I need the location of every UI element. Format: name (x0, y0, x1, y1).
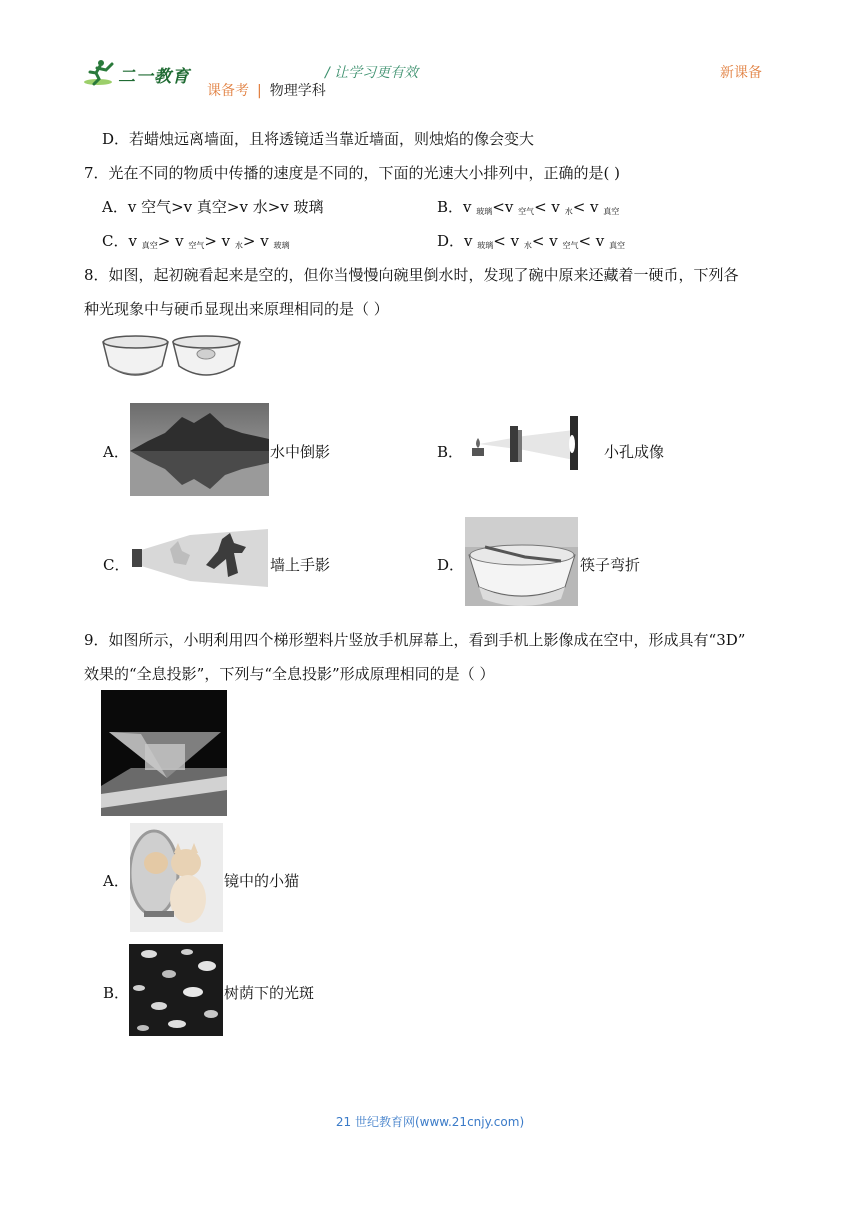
q7-option-c: C．v $_{真空}$> v $_{空气}$> v $_水$> v $_{玻璃}$ (102, 232, 290, 250)
q9-option-b-text: 树荫下的光斑 (224, 984, 315, 1002)
q8-option-b-letter: B． (437, 443, 464, 461)
q8-option-d-text: 筷子弯折 (580, 556, 641, 574)
q9-option-b-letter: B． (103, 984, 130, 1002)
bent-chopsticks-image (465, 517, 578, 606)
q8-option-d-letter: D． (437, 556, 465, 574)
q8-option-a-letter: A． (103, 443, 129, 461)
q8-stem-line2: 种光现象中与硬币显现出来原理相同的是（ ） (84, 300, 389, 318)
hologram-pyramid-image (101, 690, 227, 816)
bowls-figure (100, 332, 244, 386)
runner-icon (84, 58, 118, 88)
q8-option-c-letter: C． (103, 556, 130, 574)
q9-option-a-letter: A． (103, 872, 129, 890)
q7-option-d: D．v $_{玻璃}$< v $_水$< v $_{空气}$< v $_{真空}$ (437, 232, 626, 250)
footer-site: 21 世纪教育网(www.21cnjy.com) (335, 1115, 525, 1129)
q7-option-a: A．v 空气>v 真空>v 水>v 玻璃 (102, 198, 324, 216)
q6-option-d: D．若蜡烛远离墙面，且将透镜适当靠近墙面，则烛焰的像会变大 (102, 130, 535, 148)
hand-shadow-image (130, 529, 268, 587)
logo-text: 二一教育 (118, 67, 190, 87)
light-spots-image (129, 944, 223, 1036)
header-separator: | (257, 83, 262, 99)
header-right: 新课备 (720, 65, 762, 81)
mountain-reflection-image (130, 403, 269, 496)
pinhole-camera-image (464, 414, 582, 472)
header-subject (207, 80, 326, 100)
header-slogan: / 让学习更有效 (325, 65, 419, 81)
logo (84, 58, 194, 90)
cat-mirror-image (130, 823, 223, 932)
q9-stem-line1: 9．如图所示，小明利用四个梯形塑料片竖放手机屏幕上，看到手机上影像成在空中，形成具有“3D” (84, 631, 746, 649)
q7-option-b: B．v $_{玻璃}$<v $_{空气}$< v $_水$< v $_{真空}$ (437, 198, 620, 216)
q7-stem: 7．光在不同的物质中传播的速度是不同的，下面的光速大小排列中，正确的是( ) (84, 164, 621, 182)
q8-option-c-text: 墙上手影 (270, 556, 331, 574)
header-course: 课备考 (207, 83, 249, 99)
q9-option-a-text: 镜中的小猫 (224, 872, 300, 890)
q8-stem-line1: 8．如图，起初碗看起来是空的，但你当慢慢向碗里倒水时，发现了碗中原来还藏着一硬币，下列各 (84, 266, 739, 284)
q9-stem-line2: 效果的“全息投影”，下列与“全息投影”形成原理相同的是（ ） (84, 665, 495, 683)
q8-option-b-text: 小孔成像 (604, 443, 665, 461)
q8-option-a-text: 水中倒影 (270, 443, 331, 461)
header-subject-name: 物理学科 (269, 83, 326, 99)
